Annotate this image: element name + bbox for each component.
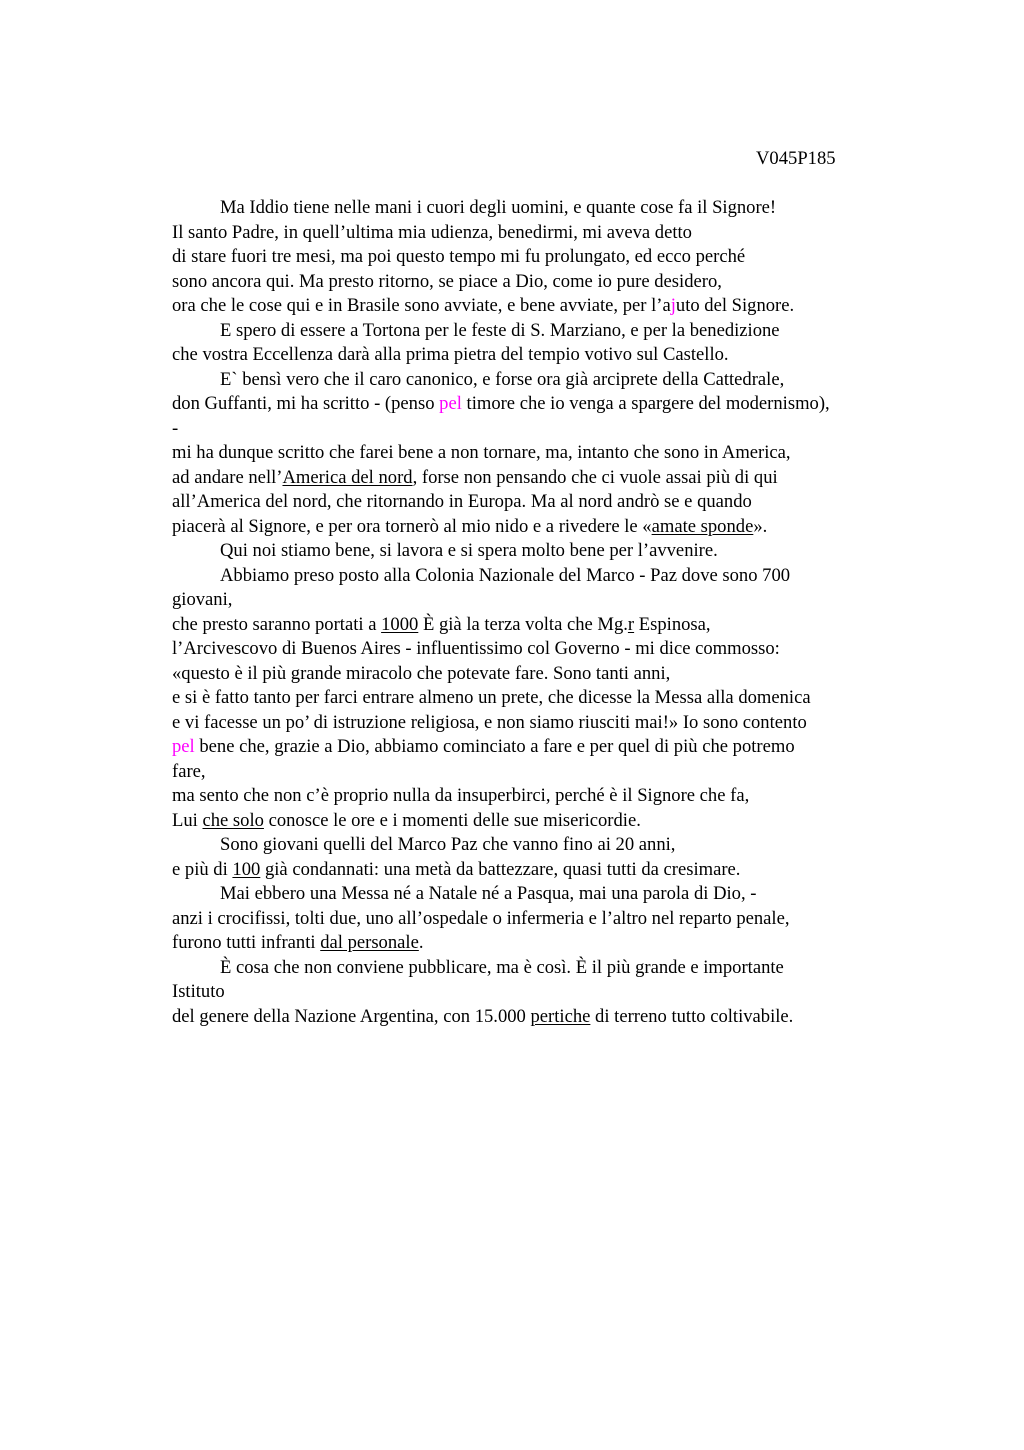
- text-segment: don Guffanti, mi ha scritto - (penso: [172, 393, 440, 414]
- text-segment: ».: [753, 515, 768, 537]
- text-segment: Istituto: [172, 981, 225, 1002]
- text-segment: Il santo Padre, in quell’ultima mia udienza, benedirmi, mi aveva detto: [172, 221, 692, 243]
- text-segment: conosce le ore e i momenti delle sue misericordie.: [263, 809, 641, 831]
- text-line: [172, 270, 912, 295]
- text-line: [172, 858, 912, 883]
- highlighted-text: pel: [172, 736, 195, 757]
- text-segment: che vostra Eccellenza darà alla prima pietra del tempio votivo sul Castello.: [172, 344, 729, 365]
- text-segment: ad andare nell’: [172, 466, 283, 488]
- text-line: [172, 294, 912, 319]
- highlighted-text: j: [670, 295, 676, 316]
- text-line: [172, 662, 912, 687]
- text-line: [172, 441, 912, 466]
- text-segment: del genere della Nazione Argentina, con 15.000: [172, 1005, 531, 1027]
- text-line: [172, 784, 912, 809]
- text-line: [172, 931, 912, 956]
- text-segment: Ma Iddio tiene nelle mani i cuori degli uomini, e quante cose fa il Signore!: [220, 197, 777, 218]
- text-line: [172, 760, 912, 785]
- text-line: [172, 809, 912, 834]
- text-segment: -: [172, 417, 179, 439]
- text-segment: bene che, grazie a Dio, abbiamo cominciato a fare e per quel di più che potremo: [194, 736, 795, 757]
- text-segment: che presto saranno portati a: [172, 613, 382, 635]
- text-line: [172, 613, 912, 638]
- underlined-text: 100: [232, 858, 261, 880]
- underlined-text: che solo: [202, 809, 264, 831]
- text-segment: Espinosa,: [634, 613, 711, 635]
- text-segment: E` bensì vero che il caro canonico, e forse ora già arciprete della Cattedrale,: [220, 368, 785, 390]
- text-segment: È già la terza volta che Mg.: [418, 613, 628, 635]
- text-segment: fare,: [172, 760, 206, 782]
- text-segment: ma sento che non c’è proprio nulla da insuperbirci, perché è il Signore che fa,: [172, 785, 750, 806]
- text-segment: Lui: [172, 809, 203, 831]
- text-segment: , forse non pensando che ci vuole assai più di qui: [412, 466, 778, 488]
- text-line: [172, 319, 912, 344]
- text-line: [172, 711, 912, 736]
- text-line: [172, 343, 912, 368]
- text-segment: timore che io venga a spargere del modernismo),: [461, 393, 830, 414]
- text-segment: Sono giovani quelli del Marco Paz che vanno fino ai 20 anni,: [220, 834, 676, 855]
- text-line: [172, 637, 912, 662]
- text-line: [172, 588, 912, 613]
- text-segment: uto del Signore.: [675, 295, 795, 316]
- underlined-text: America del nord: [282, 466, 413, 488]
- text-segment: e più di: [172, 858, 233, 880]
- text-segment: e si è fatto tanto per farci entrare almeno un prete, che dicesse la Messa alla domenica: [172, 687, 811, 708]
- text-line: [172, 907, 912, 932]
- page-identifier: V045P185: [756, 148, 836, 169]
- text-line: [172, 686, 912, 711]
- text-segment: già condannati: una metà da battezzare, quasi tutti da cresimare.: [260, 858, 741, 880]
- text-line: [172, 1005, 912, 1030]
- text-line: [172, 980, 912, 1005]
- text-segment: l’Arcivescovo di Buenos Aires - influentissimo col Governo - mi dice commosso:: [172, 638, 780, 659]
- text-segment: all’America del nord, che ritornando in Europa. Ma al nord andrò se e quando: [172, 491, 752, 512]
- text-line: [172, 515, 912, 540]
- text-line: [172, 956, 912, 981]
- text-line: [172, 417, 912, 442]
- text-line: [172, 245, 912, 270]
- text-segment: di terreno tutto coltivabile.: [590, 1005, 794, 1027]
- text-line: [172, 564, 912, 589]
- text-segment: Abbiamo preso posto alla Colonia Nazionale del Marco - Paz dove sono 700: [220, 564, 791, 586]
- text-line: [172, 196, 912, 221]
- text-line: [172, 466, 912, 491]
- letter-body: [172, 196, 912, 1029]
- underlined-text: r: [627, 613, 635, 635]
- text-segment: giovani,: [172, 589, 233, 610]
- text-segment: mi ha dunque scritto che farei bene a non tornare, ma, intanto che sono in America,: [172, 442, 791, 463]
- text-segment: Qui noi stiamo bene, si lavora e si spera molto bene per l’avvenire.: [220, 540, 718, 561]
- underlined-text: 1000: [381, 613, 419, 635]
- text-segment: e vi facesse un po’ di istruzione religiosa, e non siamo riusciti mai!» Io sono contento: [172, 711, 807, 733]
- text-line: [172, 539, 912, 564]
- text-line: [172, 368, 912, 393]
- text-segment: ora che le cose qui e in Brasile sono avviate, e bene avviate, per l’a: [172, 295, 671, 316]
- underlined-text: amate sponde: [651, 515, 754, 537]
- text-segment: Mai ebbero una Messa né a Natale né a Pasqua, mai una parola di Dio, -: [220, 883, 757, 904]
- highlighted-text: pel: [439, 393, 462, 414]
- text-line: [172, 882, 912, 907]
- text-segment: anzi i crocifissi, tolti due, uno all’ospedale o infermeria e l’altro nel reparto penale,: [172, 907, 790, 929]
- text-line: [172, 392, 912, 417]
- text-segment: «questo è il più grande miracolo che potevate fare. Sono tanti anni,: [172, 662, 671, 684]
- underlined-text: pertiche: [530, 1005, 591, 1027]
- text-segment: di stare fuori tre mesi, ma poi questo tempo mi fu prolungato, ed ecco perché: [172, 246, 746, 267]
- text-segment: E spero di essere a Tortona per le feste di S. Marziano, e per la benedizione: [220, 319, 780, 341]
- text-line: [172, 221, 912, 246]
- text-line: [172, 833, 912, 858]
- underlined-text: dal personale: [320, 932, 419, 953]
- text-segment: piacerà al Signore, e per ora tornerò al mio nido e a rivedere le «: [172, 515, 652, 537]
- text-line: [172, 490, 912, 515]
- text-line: [172, 735, 912, 760]
- text-segment: furono tutti infranti: [172, 932, 321, 953]
- text-segment: .: [418, 932, 424, 953]
- text-segment: sono ancora qui. Ma presto ritorno, se piace a Dio, come io pure desidero,: [172, 270, 722, 292]
- text-segment: È cosa che non conviene pubblicare, ma è così. È il più grande e importante: [220, 956, 784, 978]
